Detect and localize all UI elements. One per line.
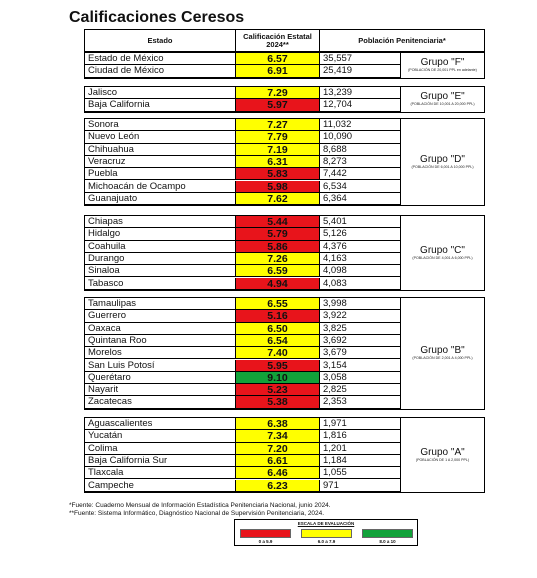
state-name: Chihuahua: [88, 143, 134, 155]
state-name: Chiapas: [88, 216, 123, 227]
header-calificacion-line1: Calificación Estatal: [243, 31, 312, 41]
state-name: Tabasco: [88, 277, 124, 289]
score-cell: 5.16: [235, 310, 320, 322]
score-cell: 5.86: [235, 241, 320, 253]
population-cell: 2,825: [323, 384, 347, 396]
state-name: Tamaulipas: [88, 298, 137, 309]
population-cell: 5,401: [323, 216, 347, 227]
scale-title: ESCALA DE EVALUACIÓN: [297, 521, 355, 526]
score-cell: 6.61: [235, 455, 320, 467]
score-cell: 5.79: [235, 228, 320, 240]
state-name: San Luis Potosí: [88, 359, 155, 371]
state-name: Baja California Sur: [88, 454, 168, 466]
footnotes: [69, 502, 331, 518]
group-table: [84, 118, 485, 206]
table-row: [85, 467, 400, 479]
state-name: Morelos: [88, 347, 122, 359]
population-cell: 3,679: [323, 347, 347, 359]
state-name: Baja California: [88, 99, 150, 111]
score-cell: 5.38: [235, 396, 320, 408]
score-cell: 6.59: [235, 265, 320, 277]
scale-label-yellow: 6.0 a 7.9: [317, 539, 336, 544]
group-range: (POBLACIÓN DE 1 A 2,000 PPL): [415, 457, 470, 462]
state-name: Michoacán de Ocampo: [88, 180, 186, 192]
table-row: [85, 168, 400, 180]
score-cell: 7.26: [235, 253, 320, 265]
population-cell: 3,998: [323, 298, 347, 309]
state-name: Veracruz: [88, 155, 126, 167]
population-cell: 12,704: [323, 99, 353, 111]
state-name: Sinaloa: [88, 265, 120, 277]
population-cell: 1,201: [323, 442, 347, 454]
score-cell: 6.38: [235, 418, 320, 430]
population-cell: 5,126: [323, 228, 347, 240]
population-cell: 4,098: [323, 265, 347, 277]
population-cell: 3,154: [323, 359, 347, 371]
population-cell: 8,273: [323, 155, 347, 167]
table-row: [85, 99, 400, 111]
score-cell: 7.40: [235, 347, 320, 359]
score-cell: 6.91: [235, 65, 320, 77]
population-cell: 3,825: [323, 322, 347, 334]
group-range: (POBLACIÓN DE 10,001 A 20,000 PPL): [410, 102, 475, 107]
score-cell: 7.19: [235, 144, 320, 156]
population-cell: 4,083: [323, 277, 347, 289]
population-cell: 8,688: [323, 143, 347, 155]
score-cell: 6.31: [235, 156, 320, 168]
footnote-2: **Fuente: Sistema Informático, Diagnóstico Nacional de Supervisión Penitenciaria, 2024.: [69, 510, 325, 517]
score-cell: 7.27: [235, 119, 320, 131]
table-row: [85, 265, 400, 277]
score-cell: 7.34: [235, 430, 320, 442]
table-row: [85, 430, 400, 442]
table-row: [85, 241, 400, 253]
table-row: [85, 384, 400, 396]
state-name: Yucatán: [88, 430, 123, 442]
state-name: Campeche: [88, 479, 134, 491]
table-row: [85, 418, 400, 430]
score-cell: 6.46: [235, 467, 320, 479]
scale-label-green: 8.0 a 10: [379, 539, 396, 544]
state-name: Quintana Roo: [88, 334, 147, 346]
row-divider: [85, 491, 400, 492]
group-range: (POBLACIÓN DE 4,001 A 6,000 PPL): [412, 255, 473, 260]
table-row: [85, 144, 400, 156]
population-cell: 4,376: [323, 240, 347, 252]
header-calificacion: [235, 30, 320, 51]
group-table: [84, 52, 485, 79]
table-row: [85, 216, 400, 228]
score-cell: 6.50: [235, 323, 320, 335]
table-row: [85, 455, 400, 467]
evaluation-scale: [234, 519, 418, 546]
group-table: [84, 297, 485, 410]
state-name: Tlaxcala: [88, 467, 124, 479]
group-label: [401, 57, 484, 73]
population-cell: 11,032: [323, 119, 352, 130]
state-name: Aguascalientes: [88, 418, 153, 429]
table-row: [85, 119, 400, 131]
table-header: [84, 29, 485, 52]
table-row: [85, 372, 400, 384]
state-name: Hidalgo: [88, 228, 121, 240]
population-cell: 10,090: [323, 131, 353, 143]
score-cell: 7.62: [235, 193, 320, 205]
group-range: (POBLACIÓN DE 6,001 A 10,000 PPL): [411, 165, 474, 170]
header-estado: Estado: [147, 35, 173, 45]
score-cell: 7.29: [235, 87, 320, 99]
state-name: Estado de México: [88, 53, 164, 64]
state-name: Querétaro: [88, 371, 131, 383]
score-cell: 5.83: [235, 168, 320, 180]
population-cell: 3,692: [323, 334, 347, 346]
table-row: [85, 131, 400, 143]
score-cell: 6.23: [235, 480, 320, 492]
table-row: [85, 298, 400, 310]
table-row: [85, 53, 400, 65]
state-name: Ciudad de México: [88, 65, 165, 77]
state-name: Sonora: [88, 119, 119, 130]
population-cell: 7,442: [323, 168, 347, 180]
population-cell: 6,534: [323, 180, 347, 192]
state-name: Guerrero: [88, 310, 127, 322]
table-row: [85, 228, 400, 240]
group-range: (POBLACIÓN DE 20,001 PPL en adelante): [408, 68, 477, 73]
table-row: [85, 310, 400, 322]
header-poblacion: Población Penitenciaria*: [358, 35, 446, 45]
scale-swatch-yellow: [301, 529, 352, 538]
footnote-1: *Fuente: Cuaderno Mensual de Información Estadística Penitenciaria Nacional, junio 2024.: [69, 502, 331, 509]
row-divider: [85, 204, 400, 205]
population-cell: 35,557: [323, 53, 353, 64]
state-name: Zacatecas: [88, 396, 132, 408]
header-calificacion-line2: 2024**: [266, 39, 289, 49]
group-name: Grupo "F": [420, 57, 465, 69]
group-name: Grupo "A": [420, 446, 465, 458]
population-cell: 1,971: [323, 418, 347, 429]
score-cell: 6.57: [235, 53, 320, 65]
score-cell: 5.98: [235, 181, 320, 193]
score-cell: 4.94: [235, 278, 320, 290]
population-cell: 1,055: [323, 467, 347, 479]
group-label: [401, 447, 484, 463]
score-cell: 7.79: [235, 131, 320, 143]
table-row: [85, 347, 400, 359]
state-name: Puebla: [88, 168, 118, 180]
scale-label-red: 0 a 5.9: [258, 539, 273, 544]
table-row: [85, 443, 400, 455]
group-name: Grupo "B": [420, 345, 465, 357]
state-name: Guanajuato: [88, 192, 138, 204]
group-range: (POBLACIÓN DE 2,001 A 4,000 PPL): [412, 356, 473, 361]
table-row: [85, 65, 400, 77]
population-cell: 6,364: [323, 192, 347, 204]
group-table: [84, 417, 485, 493]
score-cell: 6.54: [235, 335, 320, 347]
table-row: [85, 156, 400, 168]
state-name: Durango: [88, 252, 125, 264]
table-row: [85, 278, 400, 290]
score-cell: 5.44: [235, 216, 320, 228]
row-divider: [85, 77, 400, 78]
population-cell: 25,419: [323, 65, 353, 77]
population-cell: 2,353: [323, 396, 347, 408]
table-row: [85, 360, 400, 372]
population-cell: 4,163: [323, 252, 347, 264]
group-label: [401, 245, 484, 261]
group-table: [84, 86, 485, 113]
table-row: [85, 253, 400, 265]
group-name: Grupo "E": [420, 91, 465, 103]
population-cell: 3,058: [323, 371, 347, 383]
table-row: [85, 181, 400, 193]
state-name: Jalisco: [88, 87, 118, 98]
table-row: [85, 323, 400, 335]
state-name: Nuevo León: [88, 131, 140, 143]
table-row: [85, 396, 400, 408]
table-row: [85, 335, 400, 347]
population-cell: 1,184: [323, 454, 347, 466]
population-cell: 3,922: [323, 310, 347, 322]
table-row: [85, 193, 400, 205]
group-label: [401, 91, 484, 107]
group-name: Grupo "C": [420, 244, 465, 256]
table-row: [85, 480, 400, 492]
row-divider: [85, 111, 400, 112]
population-cell: 13,239: [323, 87, 353, 98]
group-label: [401, 154, 484, 170]
state-name: Colima: [88, 442, 118, 454]
page-title: Calificaciones Ceresos: [69, 9, 245, 26]
score-cell: 5.95: [235, 360, 320, 372]
row-divider: [85, 408, 400, 409]
scale-swatch-red: [240, 529, 291, 538]
table-row: [85, 87, 400, 99]
group-name: Grupo "D": [420, 154, 465, 166]
score-cell: 5.23: [235, 384, 320, 396]
state-name: Nayarit: [88, 384, 119, 396]
score-cell: 6.55: [235, 298, 320, 310]
group-label: [401, 345, 484, 361]
population-cell: 971: [323, 479, 339, 491]
score-cell: 5.97: [235, 99, 320, 111]
state-name: Coahuila: [88, 240, 126, 252]
score-cell: 9.10: [235, 372, 320, 384]
group-table: [84, 215, 485, 291]
state-name: Oaxaca: [88, 322, 121, 334]
population-cell: 1,816: [323, 430, 347, 442]
score-cell: 7.20: [235, 443, 320, 455]
scale-swatch-green: [362, 529, 413, 538]
row-divider: [85, 289, 400, 290]
